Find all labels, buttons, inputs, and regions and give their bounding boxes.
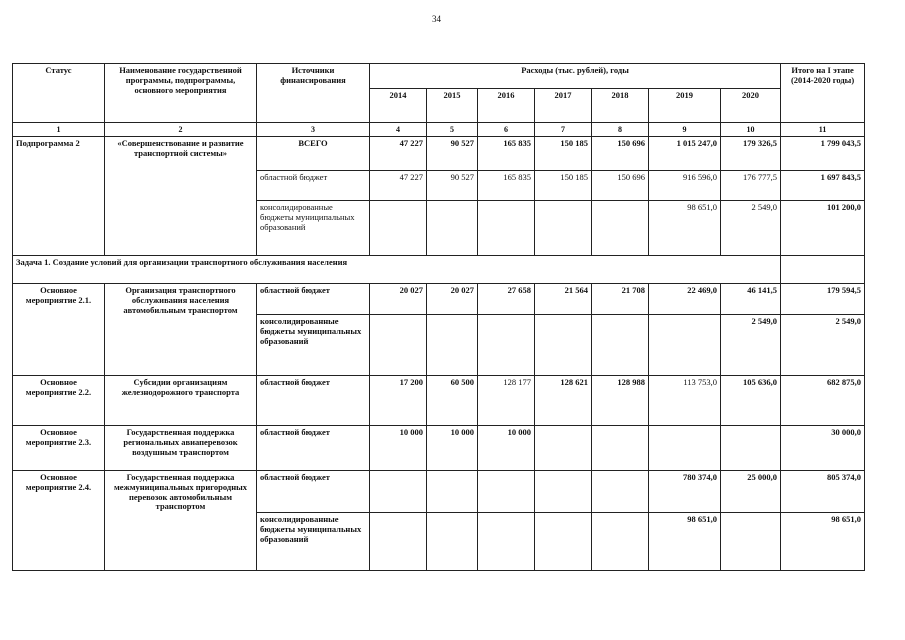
row-name: «Совершенствование и развитие транспортной системы» <box>105 137 257 256</box>
col-number: 5 <box>427 123 478 137</box>
cell-value: 165 835 <box>478 171 535 201</box>
cell-value <box>427 315 478 376</box>
header-year: 2019 <box>649 89 721 123</box>
cell-value <box>592 315 649 376</box>
header-year: 2015 <box>427 89 478 123</box>
row-status: Подпрограмма 2 <box>13 137 105 256</box>
cell-value: 30 000,0 <box>781 426 865 471</box>
row-name: Государственная поддержка межмуниципальных пригородных перевозок автомобильным транспортом <box>105 471 257 571</box>
cell-value: 179 326,5 <box>721 137 781 171</box>
cell-value: 150 696 <box>592 171 649 201</box>
row-source: областной бюджет <box>257 471 370 513</box>
cell-value: 128 621 <box>535 376 592 426</box>
cell-value: 2 549,0 <box>781 315 865 376</box>
cell-value <box>535 471 592 513</box>
row-status: Основное мероприятие 2.2. <box>13 376 105 426</box>
cell-value <box>535 201 592 256</box>
row-source: консолидированные бюджеты муниципальных образований <box>257 513 370 571</box>
row-source: ВСЕГО <box>257 137 370 171</box>
cell-value: 98 651,0 <box>649 201 721 256</box>
header-total: Итого на I этапе (2014-2020 годы) <box>781 64 865 123</box>
cell-value <box>478 513 535 571</box>
row-name: Государственная поддержка региональных авиаперевозок воздушным транспортом <box>105 426 257 471</box>
cell-value <box>478 315 535 376</box>
task-title: Задача 1. Создание условий для организации транспортного обслуживания населения <box>13 256 781 284</box>
header-year: 2016 <box>478 89 535 123</box>
cell-value: 25 000,0 <box>721 471 781 513</box>
cell-value: 17 200 <box>370 376 427 426</box>
cell-value <box>592 513 649 571</box>
cell-value: 20 027 <box>370 284 427 315</box>
cell-value <box>592 201 649 256</box>
header-sources: Источники финансирования <box>257 64 370 123</box>
row-name: Субсидии организациям железнодорожного транспорта <box>105 376 257 426</box>
cell-value: 105 636,0 <box>721 376 781 426</box>
table-row <box>13 471 865 513</box>
row-status: Основное мероприятие 2.4. <box>13 471 105 571</box>
cell-value <box>370 315 427 376</box>
header-expenses: Расходы (тыс. рублей), годы <box>370 64 781 89</box>
cell-value: 98 651,0 <box>781 513 865 571</box>
cell-value: 2 549,0 <box>721 315 781 376</box>
cell-value: 98 651,0 <box>649 513 721 571</box>
cell-value: 916 596,0 <box>649 171 721 201</box>
col-number: 9 <box>649 123 721 137</box>
header-name: Наименование государственной программы, подпрограммы, основного мероприятия <box>105 64 257 123</box>
task-total <box>781 256 865 284</box>
cell-value: 21 708 <box>592 284 649 315</box>
cell-value: 20 027 <box>427 284 478 315</box>
cell-value: 22 469,0 <box>649 284 721 315</box>
cell-value: 1 697 843,5 <box>781 171 865 201</box>
cell-value <box>427 201 478 256</box>
table-row <box>13 137 865 171</box>
cell-value <box>592 471 649 513</box>
cell-value: 780 374,0 <box>649 471 721 513</box>
cell-value <box>649 315 721 376</box>
row-source: областной бюджет <box>257 426 370 471</box>
cell-value <box>535 513 592 571</box>
col-number: 3 <box>257 123 370 137</box>
cell-value: 150 696 <box>592 137 649 171</box>
col-number: 1 <box>13 123 105 137</box>
cell-value <box>592 426 649 471</box>
row-source: областной бюджет <box>257 284 370 315</box>
cell-value: 101 200,0 <box>781 201 865 256</box>
col-number: 2 <box>105 123 257 137</box>
row-source: консолидированные бюджеты муниципальных образований <box>257 201 370 256</box>
row-source: областной бюджет <box>257 376 370 426</box>
row-status: Основное мероприятие 2.3. <box>13 426 105 471</box>
col-number: 8 <box>592 123 649 137</box>
cell-value <box>427 513 478 571</box>
header-year: 2018 <box>592 89 649 123</box>
cell-value <box>478 201 535 256</box>
task-row <box>13 256 865 284</box>
cell-value: 150 185 <box>535 137 592 171</box>
cell-value: 46 141,5 <box>721 284 781 315</box>
page-number: 34 <box>432 14 441 24</box>
row-source: консолидированные бюджеты муниципальных образований <box>257 315 370 376</box>
cell-value: 90 527 <box>427 137 478 171</box>
cell-value: 27 658 <box>478 284 535 315</box>
row-source: областной бюджет <box>257 171 370 201</box>
cell-value: 90 527 <box>427 171 478 201</box>
table-row <box>13 426 865 471</box>
cell-value: 179 594,5 <box>781 284 865 315</box>
cell-value: 10 000 <box>370 426 427 471</box>
table-row <box>13 284 865 315</box>
col-number: 6 <box>478 123 535 137</box>
cell-value <box>649 426 721 471</box>
cell-value: 165 835 <box>478 137 535 171</box>
row-status: Основное мероприятие 2.1. <box>13 284 105 376</box>
cell-value <box>535 315 592 376</box>
cell-value: 21 564 <box>535 284 592 315</box>
cell-value: 128 988 <box>592 376 649 426</box>
cell-value: 150 185 <box>535 171 592 201</box>
cell-value: 47 227 <box>370 171 427 201</box>
col-number: 10 <box>721 123 781 137</box>
cell-value: 805 374,0 <box>781 471 865 513</box>
cell-value: 1 015 247,0 <box>649 137 721 171</box>
header-year: 2017 <box>535 89 592 123</box>
cell-value <box>721 513 781 571</box>
header-status: Статус <box>13 64 105 123</box>
col-number: 7 <box>535 123 592 137</box>
cell-value <box>721 426 781 471</box>
cell-value: 10 000 <box>427 426 478 471</box>
cell-value <box>370 201 427 256</box>
col-number: 11 <box>781 123 865 137</box>
header-year: 2014 <box>370 89 427 123</box>
cell-value <box>370 471 427 513</box>
cell-value <box>427 471 478 513</box>
budget-table <box>12 63 865 571</box>
cell-value <box>370 513 427 571</box>
cell-value: 2 549,0 <box>721 201 781 256</box>
cell-value: 60 500 <box>427 376 478 426</box>
cell-value: 682 875,0 <box>781 376 865 426</box>
cell-value: 128 177 <box>478 376 535 426</box>
cell-value <box>478 471 535 513</box>
row-name: Организация транспортного обслуживания населения автомобильным транспортом <box>105 284 257 376</box>
cell-value: 113 753,0 <box>649 376 721 426</box>
cell-value: 10 000 <box>478 426 535 471</box>
table-row <box>13 376 865 426</box>
cell-value: 1 799 043,5 <box>781 137 865 171</box>
col-number: 4 <box>370 123 427 137</box>
header-year: 2020 <box>721 89 781 123</box>
cell-value: 176 777,5 <box>721 171 781 201</box>
cell-value <box>535 426 592 471</box>
cell-value: 47 227 <box>370 137 427 171</box>
